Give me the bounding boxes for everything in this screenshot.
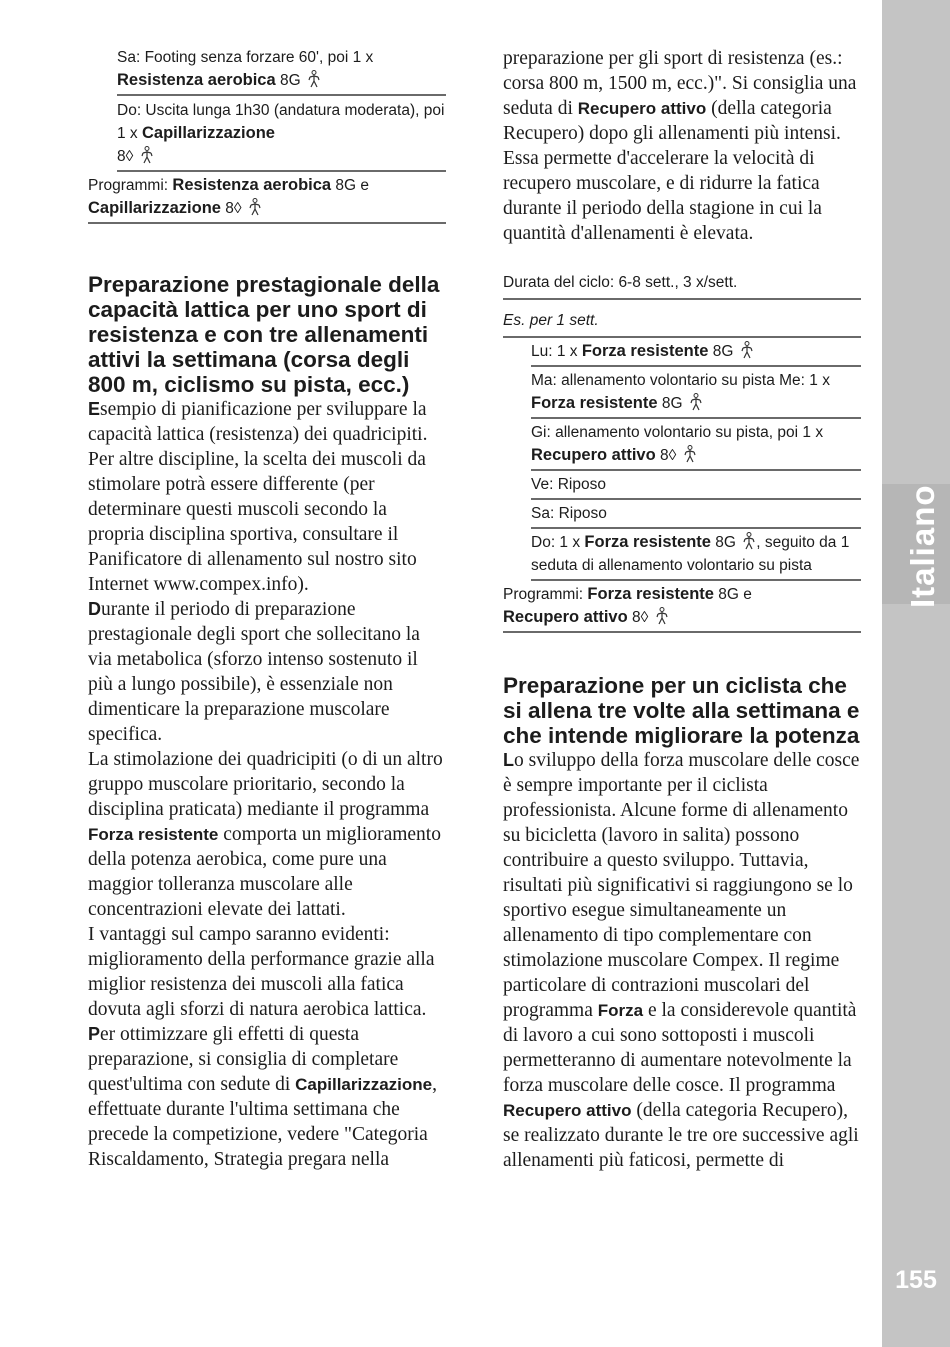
row-text: Sa: Footing senza forzare 60', poi 1 x xyxy=(117,49,374,66)
paragraph xyxy=(88,747,446,922)
program-name: Resistenza aerobica xyxy=(172,176,332,194)
row-text: Lu: 1 x xyxy=(531,343,578,360)
row-text: Do: Uscita lunga 1h30 (andatura moderata), poi 1 x xyxy=(117,102,445,142)
paragraph-text: urante il periodo di preparazione prestagionale degli sport che sollecitano la via metabolica (sforzo intenso sostenuto il più a lungo possibile), è essenziale non dimenticare la preparazione muscolare specifica. xyxy=(88,599,420,745)
drop-initial: P xyxy=(88,1024,101,1044)
program-name: Recupero attivo xyxy=(577,99,707,118)
paragraph-text: o sviluppo della forza muscolare delle cosce è sempre importante per il ciclista professionista. Alcune forme di allenamento su bicicletta (lavoro in salita) possono contribuire a questo sviluppo. Tuttavia, risultati più significativi si raggiungono se lo sportivo esegue simultaneamente un allenamento di tipo complementare con stimolazione muscolare Compex. Il regime particolare di contrazioni muscolari del programma xyxy=(503,750,860,1021)
schedule-row-gi xyxy=(531,419,861,471)
paragraph-text: sempio di pianificazione per sviluppare la capacità lattica (resistenza) dei quadricipiti. Per altre discipline, la scelta dei muscoli da stimolare potrà essere differente (per determinare questi muscoli secondo la propria disciplina sportiva, consultare il Panificatore di allenamento sul nostro sito Internet www.compex.info). xyxy=(88,399,428,595)
program-name: Forza resistente xyxy=(88,825,219,844)
paragraph-text: preparazione per gli sport di resistenza (es.: corsa 800 m, 1500 m, ecc.)". Si consiglia una seduta di xyxy=(503,48,857,119)
program-code: 8G xyxy=(335,177,357,194)
conjunction: e xyxy=(743,586,752,603)
paragraph-text: e la considerevole quantità di lavoro a cui sono sottoposti i muscoli permetteranno di aumentare notevolmente la forza muscolare delle cosce. Il programma xyxy=(503,1000,857,1096)
schedule-row-sa xyxy=(117,44,446,96)
paragraph: I vantaggi sul campo saranno evidenti: miglioramento della performance grazie alla miglior resistenza dei muscoli alla fatica dovuta agli sforzi di natura aerobica lattica. xyxy=(88,924,435,1020)
language-label: Italiano xyxy=(904,484,941,608)
drop-initial: D xyxy=(88,599,101,619)
paragraph xyxy=(503,748,861,1173)
drop-initial: E xyxy=(88,399,101,419)
program-name: Recupero attivo xyxy=(503,1101,632,1120)
athlete-icon xyxy=(307,70,321,88)
programmi-row xyxy=(88,172,446,224)
program-code: 8◊ xyxy=(632,609,649,626)
program-code: 8◊ xyxy=(117,148,134,165)
schedule-row-ma xyxy=(531,367,861,419)
paragraph-text: (della categoria Recupero) dopo gli allenamenti più intensi. Essa permette d'accelerare la velocità di recupero muscolare, e di ridurre la fatica durante il periodo della stagione in cui la quantità d'allenamenti è elevata. xyxy=(503,98,841,244)
paragraph-text: er ottimizzare gli effetti di questa preparazione, si consiglia di completare quest'ultima con sedute di xyxy=(88,1024,399,1095)
conjunction: e xyxy=(360,177,370,194)
program-name: Forza resistente xyxy=(581,342,709,360)
program-name: Forza xyxy=(597,1001,644,1020)
program-code: 8G xyxy=(279,72,301,89)
paragraph-text: (della categoria Recupero), se realizzato durante le tre ore successive agli allenamenti più faticosi, permette di xyxy=(503,1100,859,1171)
schedule-row-ve: Ve: Riposo xyxy=(531,471,861,500)
paragraph xyxy=(88,397,446,597)
programmi-label: Programmi: xyxy=(88,177,169,194)
program-name: Capillarizzazione xyxy=(295,1075,433,1094)
program-name: Recupero attivo xyxy=(531,446,656,464)
program-code: 8G xyxy=(715,534,736,551)
program-code: 8G xyxy=(661,395,683,412)
paragraph xyxy=(88,1022,446,1172)
row-text: Gi: allenamento volontario su pista, poi 1 x xyxy=(531,424,824,441)
athlete-icon xyxy=(742,532,756,550)
schedule-row-sa: Sa: Riposo xyxy=(531,500,861,529)
program-name: Resistenza aerobica xyxy=(117,71,276,89)
program-code: 8◊ xyxy=(660,447,677,464)
paragraph xyxy=(88,597,446,747)
program-name: Recupero attivo xyxy=(503,608,628,626)
program-code: 8G xyxy=(712,343,734,360)
paragraph-text: , effettuate durante l'ultima settimana che precede la competizione, vedere "Categoria Riscaldamento, Strategia pregara nella xyxy=(88,1074,437,1170)
paragraph-text: comporta un miglioramento della potenza aerobica, come pure una maggior tolleranza muscolare alle concentrazioni elevate dei lattati. xyxy=(88,824,441,920)
schedule-row-lu xyxy=(531,338,861,367)
section-heading: Preparazione prestagionale della capacità lattica per uno sport di resistenza e con tre allenamenti attivi la settimana (corsa degli 800 m, ciclismo su pista, ecc.) xyxy=(88,272,440,397)
row-text: Do: 1 x xyxy=(531,534,581,551)
programmi-label: Programmi: xyxy=(503,586,584,603)
athlete-icon xyxy=(248,198,262,216)
schedule-row-do xyxy=(117,96,446,172)
paragraph xyxy=(503,46,861,246)
right-column xyxy=(503,46,861,1173)
program-code: 8◊ xyxy=(225,200,242,217)
athlete-icon xyxy=(655,607,669,625)
program-name: Forza resistente xyxy=(587,585,714,603)
cycle-duration: Durata del ciclo: 6-8 sett., 3 x/sett. xyxy=(503,268,861,300)
schedule-row-do xyxy=(531,529,861,581)
athlete-icon xyxy=(140,146,154,164)
program-name: Forza resistente xyxy=(584,533,711,551)
section-heading: Preparazione per un ciclista che si allena tre volte alla settimana e che intende migliorare la potenza xyxy=(503,673,860,748)
page-number: 155 xyxy=(895,1266,937,1294)
paragraph-text: La stimolazione dei quadricipiti (o di un altro gruppo muscolare prioritario, secondo la disciplina praticata) mediante il programma xyxy=(88,749,443,820)
athlete-icon xyxy=(740,341,754,359)
row-text: , seguito da 1 seduta di allenamento volontario su pista xyxy=(531,534,850,574)
program-name: Capillarizzazione xyxy=(88,199,221,217)
athlete-icon xyxy=(683,445,697,463)
drop-initial: L xyxy=(503,750,514,770)
programmi-row xyxy=(503,581,861,633)
example-label: Es. per 1 sett. xyxy=(503,306,861,338)
program-code: 8G xyxy=(718,586,739,603)
program-name: Forza resistente xyxy=(531,394,658,412)
left-column xyxy=(88,44,446,1172)
row-text: Ma: allenamento volontario su pista Me: 1 x xyxy=(531,372,830,389)
athlete-icon xyxy=(689,393,703,411)
language-tab xyxy=(882,0,950,1347)
program-name: Capillarizzazione xyxy=(142,124,275,142)
